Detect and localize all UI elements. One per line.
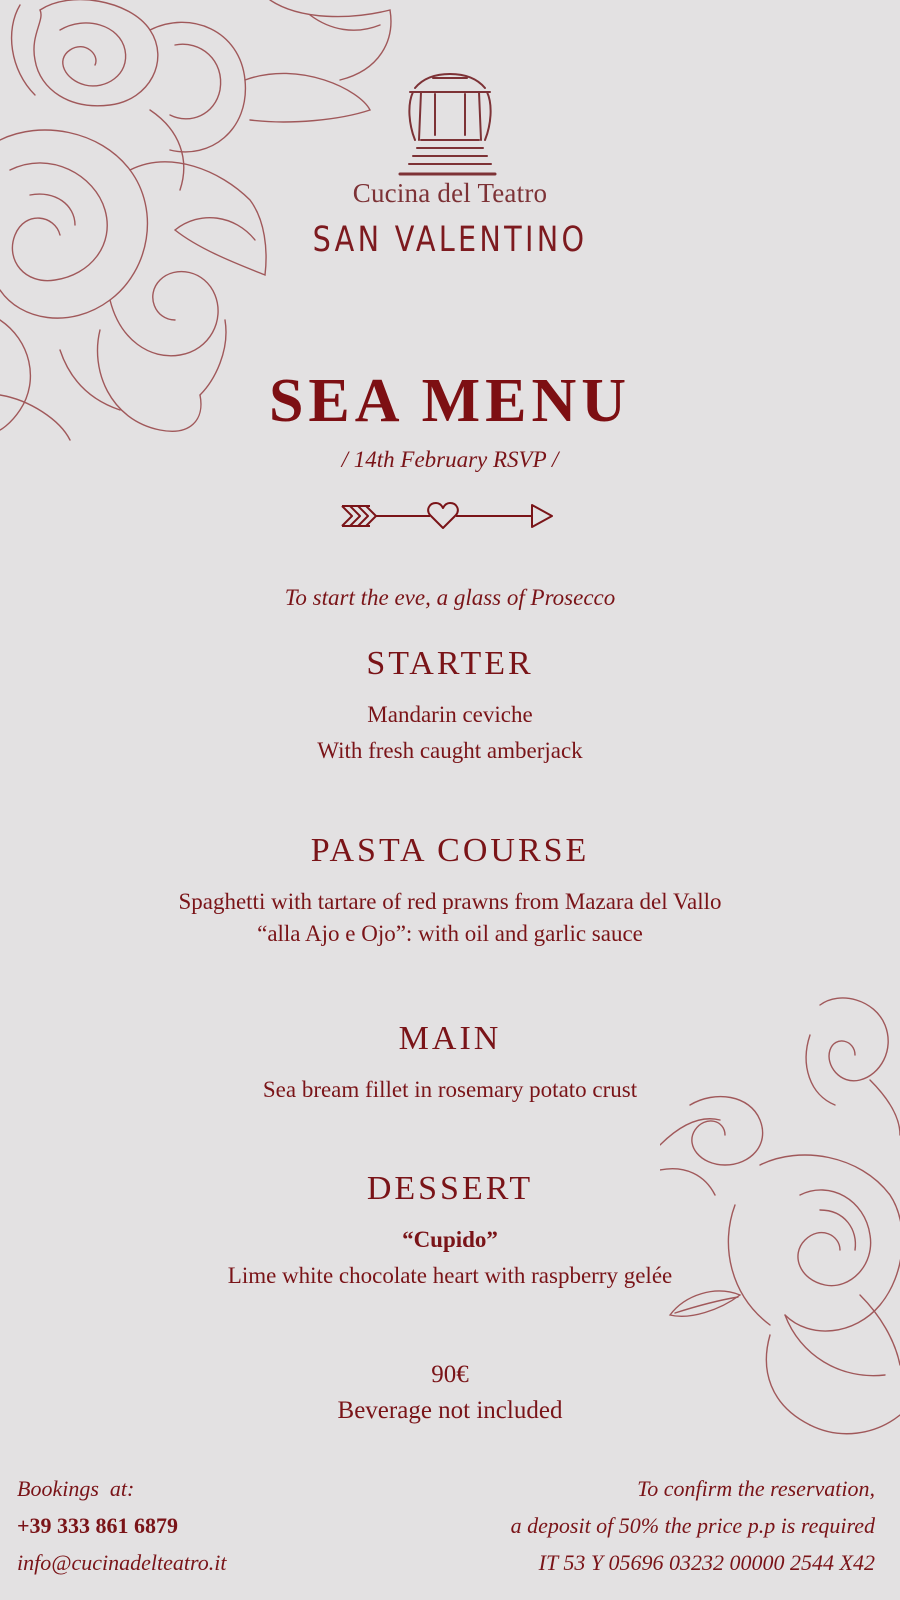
email-address[interactable]: info@cucinadelteatro.it <box>17 1550 227 1575</box>
starter-dishes <box>0 697 900 769</box>
price-block <box>0 1357 900 1429</box>
theatre-stage-icon <box>395 70 505 182</box>
intro-line: To start the eve, a glass of Prosecco <box>284 585 616 610</box>
dish-line: Lime white chocolate heart with raspberry gelée <box>227 1263 673 1288</box>
dish-line: With fresh caught amberjack <box>317 738 583 763</box>
deposit-line: To confirm the reservation, <box>637 1476 875 1501</box>
arrow-heart-icon <box>340 500 560 532</box>
phone-number[interactable]: +39 333 861 6879 <box>17 1513 179 1538</box>
price-note: Beverage not included <box>337 1397 563 1424</box>
date-line: / 14th February RSVP / <box>341 447 559 472</box>
dish-name: “Cupido” <box>402 1227 498 1252</box>
bookings-info <box>17 1470 437 1581</box>
dish-line: Mandarin ceviche <box>367 702 533 727</box>
dessert-dishes <box>0 1222 900 1294</box>
price: 90€ <box>431 1361 469 1388</box>
section-title-dessert: DESSERT <box>366 1170 534 1207</box>
brand-name: Cucina del Teatro <box>352 178 548 208</box>
bookings-label: Bookings at: <box>17 1476 135 1501</box>
dish-line: “alla Ajo e Ojo”: with oil and garlic sauce <box>257 921 643 946</box>
section-title-main: MAIN <box>398 1020 502 1057</box>
deposit-line: a deposit of 50% the price p.p is required <box>510 1513 875 1538</box>
deposit-info <box>415 1470 875 1581</box>
section-title-starter: STARTER <box>366 645 534 682</box>
event-title: SAN VALENTINO <box>312 220 588 260</box>
menu-title: SEA MENU <box>268 367 632 435</box>
pasta-dishes <box>0 886 900 950</box>
dish-line: Spaghetti with tartare of red prawns from Mazara del Vallo <box>178 889 722 914</box>
dish-line: Sea bream fillet in rosemary potato crust <box>262 1077 638 1102</box>
section-title-pasta: PASTA COURSE <box>310 832 590 869</box>
main-dishes <box>0 1072 900 1108</box>
iban: IT 53 Y 05696 03232 00000 2544 X42 <box>538 1550 875 1575</box>
